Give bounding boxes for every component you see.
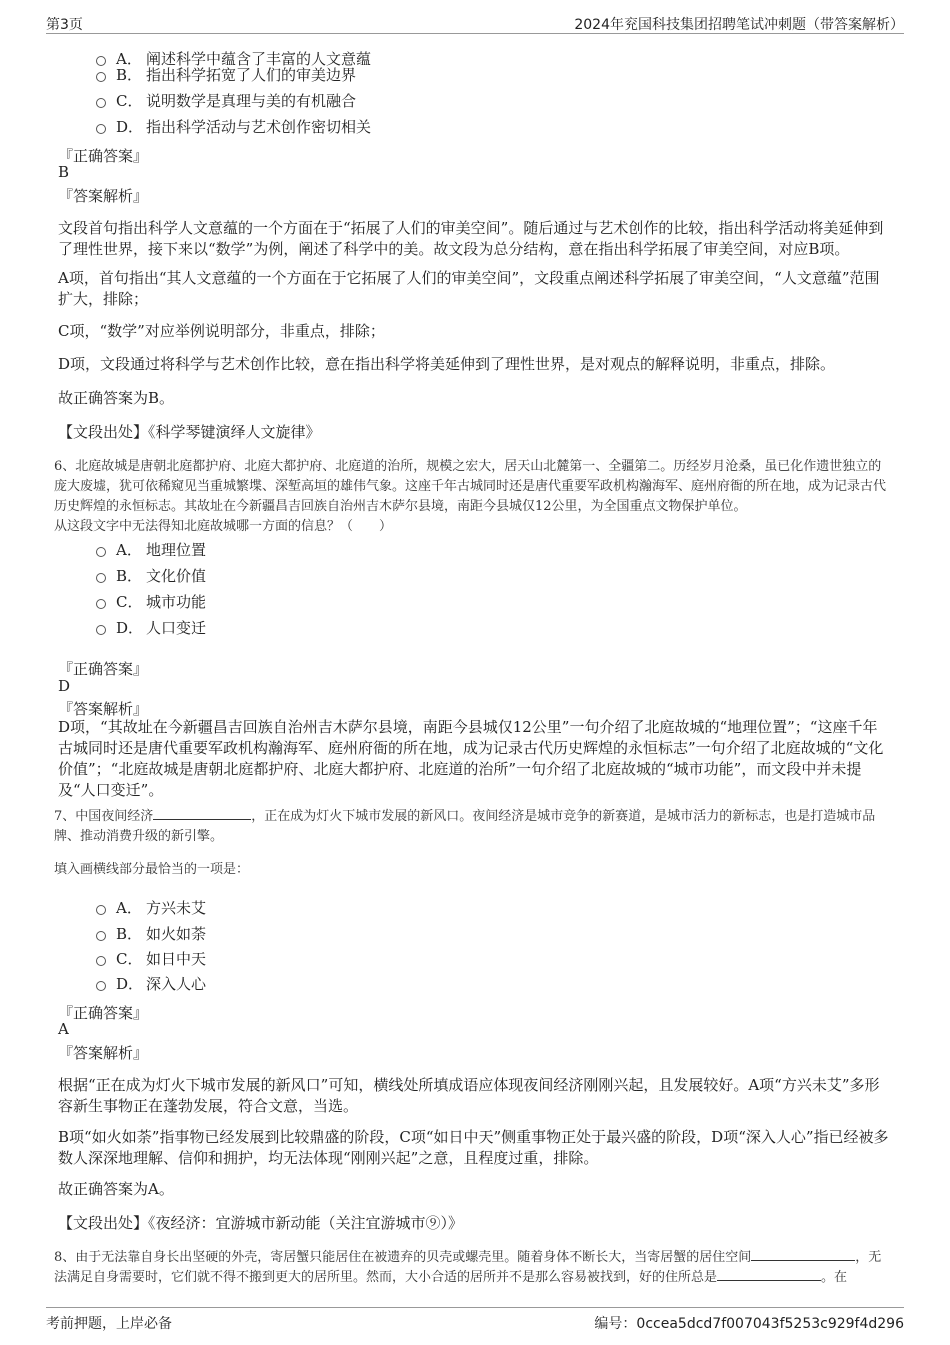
q6-option-d[interactable]: D． 人口变迁 [96,617,206,638]
q6-question: 从这段文字中无法得知北庭故城哪一方面的信息？（ ） [54,519,393,534]
radio-icon[interactable] [96,98,106,108]
radio-icon[interactable] [96,599,106,609]
q6-answer-label: 『正确答案』 [58,660,149,678]
q7-source: 【文段出处】《夜经济：宜游城市新动能（关注宜游城市⑨）》 [58,1214,464,1232]
q7-analysis-p1: 根据“正在成为灯火下城市发展的新风口”可知，横线处所填成语应体现夜间经济刚刚兴起，且发展较好。A项“方兴未艾”多形容新生事物正在蓬勃发展，符合文意，当选。 [58,1076,880,1115]
q5-answer: B [58,163,70,181]
q6-option-b[interactable]: B． 文化价值 [96,565,206,586]
radio-icon[interactable] [96,124,106,134]
footer-slogan: 考前押题，上岸必备 [46,1316,172,1332]
q6-answer: D [58,677,71,695]
q5-analysis-label: 『答案解析』 [58,187,149,205]
q7-option-a[interactable]: A． 方兴未艾 [96,897,206,918]
q6-analysis-label: 『答案解析』 [58,700,149,718]
q5-option-c[interactable]: C． 说明数学是真理与美的有机融合 [96,90,356,111]
footer-divider [46,1307,904,1308]
q6-option-c[interactable]: C． 城市功能 [96,591,206,612]
radio-icon[interactable] [96,905,106,915]
header-divider [46,33,904,34]
q7-option-c[interactable]: C． 如日中天 [96,948,206,969]
q7-stem: 7、中国夜间经济 ，正在成为灯火下城市发展的新风口。夜间经济是城市竞争的新赛道，是城市活力的新标志，也是打造城市品牌、推动消费升级的新引擎。 [54,809,876,844]
q5-option-a[interactable]: A． 阐述科学中蕴含了丰富的人文意蕴 [96,48,371,69]
q7-option-b[interactable]: B． 如火如荼 [96,923,206,944]
q5-answer-label: 『正确答案』 [58,147,149,165]
blank-line[interactable] [153,807,251,820]
radio-icon[interactable] [96,956,106,966]
radio-icon[interactable] [96,931,106,941]
q5-analysis-p5: 故正确答案为B。 [58,389,175,407]
document-title: 2024年兖国科技集团招聘笔试冲刺题（带答案解析） [574,17,904,33]
q7-option-d[interactable]: D． 深入人心 [96,973,206,994]
page-number: 第3页 [46,17,83,33]
q8-stem: 8、由于无法靠自身长出坚硬的外壳，寄居蟹只能居住在被遗弃的贝壳或螺壳里。随着身体不断长大，当寄居蟹的居住空间 ，无法满足自身需要时，它们就不得不搬到更大的居所里。然而，大小合适的居所并不是那么容易被找到，好的住所总是 。在 [54,1250,882,1285]
q6-option-a[interactable]: A． 地理位置 [96,539,206,560]
blank-line[interactable] [751,1248,855,1261]
q5-option-b[interactable]: B． 指出科学拓宽了人们的审美边界 [96,64,356,85]
q7-analysis-p2: B项“如火如荼”指事物已经发展到比较鼎盛的阶段，C项“如日中天”侧重事物正处于最兴盛的阶段，D项“深入人心”指已经被多数人深深地理解、信仰和拥护，均无法体现“刚刚兴起”之意，且程度过重，排除。 [58,1128,889,1167]
q5-analysis-p2: A项，首句指出“其人文意蕴的一个方面在于它拓展了人们的审美空间”，文段重点阐述科学拓展了审美空间，“人文意蕴”范围扩大，排除； [58,269,880,308]
document-id: 编号：0ccea5dcd7f007043f5253c929f4d296 [594,1316,904,1332]
q7-analysis-label: 『答案解析』 [58,1044,149,1062]
blank-line[interactable] [717,1268,821,1281]
q5-source: 【文段出处】《科学琴键演绎人文旋律》 [58,423,321,441]
radio-icon[interactable] [96,72,106,82]
radio-icon[interactable] [96,981,106,991]
q7-answer: A [58,1020,69,1038]
q5-analysis-p1: 文段首句指出科学人文意蕴的一个方面在于“拓展了人们的审美空间”。随后通过与艺术创作的比较，指出科学活动将美延伸到了理性世界，接下来以“数学”为例，阐述了科学中的美。故文段为总分结构，意在指出科学拓展了审美空间，对应B项。 [58,219,884,258]
q5-analysis-p3: C项，“数学”对应举例说明部分，非重点，排除； [58,322,385,340]
radio-icon[interactable] [96,573,106,583]
q7-question: 填入画横线部分最恰当的一项是： [54,862,250,877]
q7-analysis-p3: 故正确答案为A。 [58,1180,174,1198]
q6-stem: 6、北庭故城是唐朝北庭都护府、北庭大都护府、北庭道的治所，规模之宏大，居天山北麓第一、全疆第二。历经岁月沧桑，虽已化作遗世独立的庞大废墟，犹可依稀窥见当重城繁堞、深堑高垣的雄伟气象。这座千年古城同时还是唐代重要军政机构瀚海军、庭州府衙的所在地，成为记录古代历史辉煌的永恒标志。其故址在今新疆昌吉回族自治州吉木萨尔县境，南距今县城仅12公里，为全国重点文物保护单位。 [54,459,887,514]
q6-analysis-p1: D项，“其故址在今新疆昌吉回族自治州吉木萨尔县境，南距今县城仅12公里”一句介绍了北庭故城的“地理位置”；“这座千年古城同时还是唐代重要军政机构瀚海军、庭州府衙的所在地，成为记录古代历史辉煌的永恒标志”一句介绍了北庭故城的“文化价值”；“北庭故城是唐朝北庭都护府、北庭大都护府、北庭道的治所”一句介绍了北庭故城的“城市功能”，而文段中并未提及“人口变迁”。 [58,718,884,799]
q5-analysis-p4: D项，文段通过将科学与艺术创作比较，意在指出科学将美延伸到了理性世界，是对观点的解释说明，非重点，排除。 [58,355,836,373]
q7-answer-label: 『正确答案』 [58,1004,149,1022]
q5-option-d[interactable]: D． 指出科学活动与艺术创作密切相关 [96,116,371,137]
radio-icon[interactable] [96,625,106,635]
radio-icon[interactable] [96,547,106,557]
